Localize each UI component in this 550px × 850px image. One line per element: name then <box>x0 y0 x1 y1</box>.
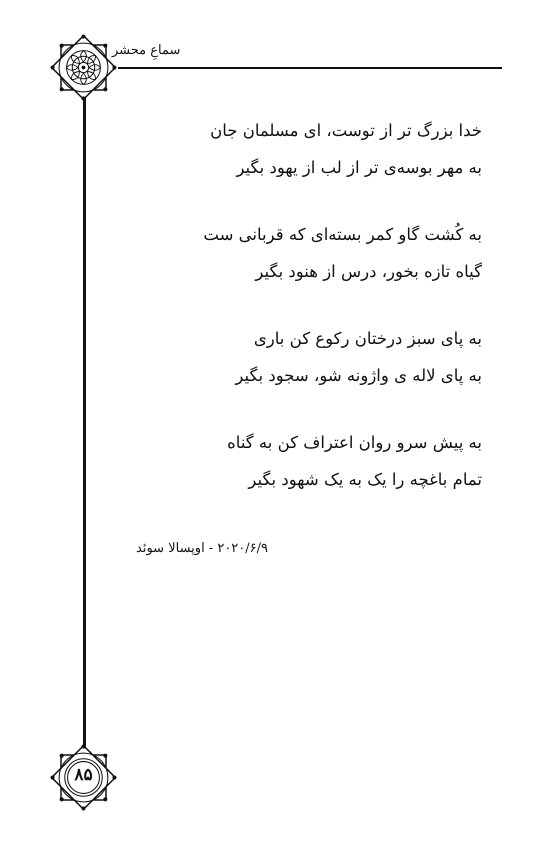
vertical-rule <box>83 68 86 780</box>
header-rule <box>118 67 502 69</box>
stanza <box>102 216 482 290</box>
verse-line: به پای لاله ی واژونه شو، سجود بگیر <box>235 366 482 385</box>
page-number: ۸۵ <box>74 765 93 785</box>
stanza <box>102 320 482 394</box>
verse-line: به پیش سرو روان اعتراف کن به گناه <box>227 433 482 452</box>
verse-line: گیاه تازه بخور، درس از هنود بگیر <box>255 262 482 281</box>
verse-line: به کُشت گاو کمر بسته‌ای که قربانی ست <box>203 225 482 244</box>
verse-line: به پای سبز درختان رکوع کن باری <box>253 329 482 348</box>
arabesque-rosette-ornament-top <box>46 30 121 105</box>
poem <box>102 112 482 528</box>
verse-line: به مهر بوسه‌ی تر از لب از یهود بگیر <box>236 158 482 177</box>
stanza <box>102 112 482 186</box>
verse-line: خدا بزرگ تر از توست، ای مسلمان جان <box>210 121 482 140</box>
stanza <box>102 424 482 498</box>
verse-line: تمام باغچه را یک به یک شهود بگیر <box>248 470 482 489</box>
date-place-signature: ۲۰۲۰/۶/۹ - اوپسالا سوئد <box>136 541 268 556</box>
running-title: سماعِ محشر <box>112 43 181 58</box>
